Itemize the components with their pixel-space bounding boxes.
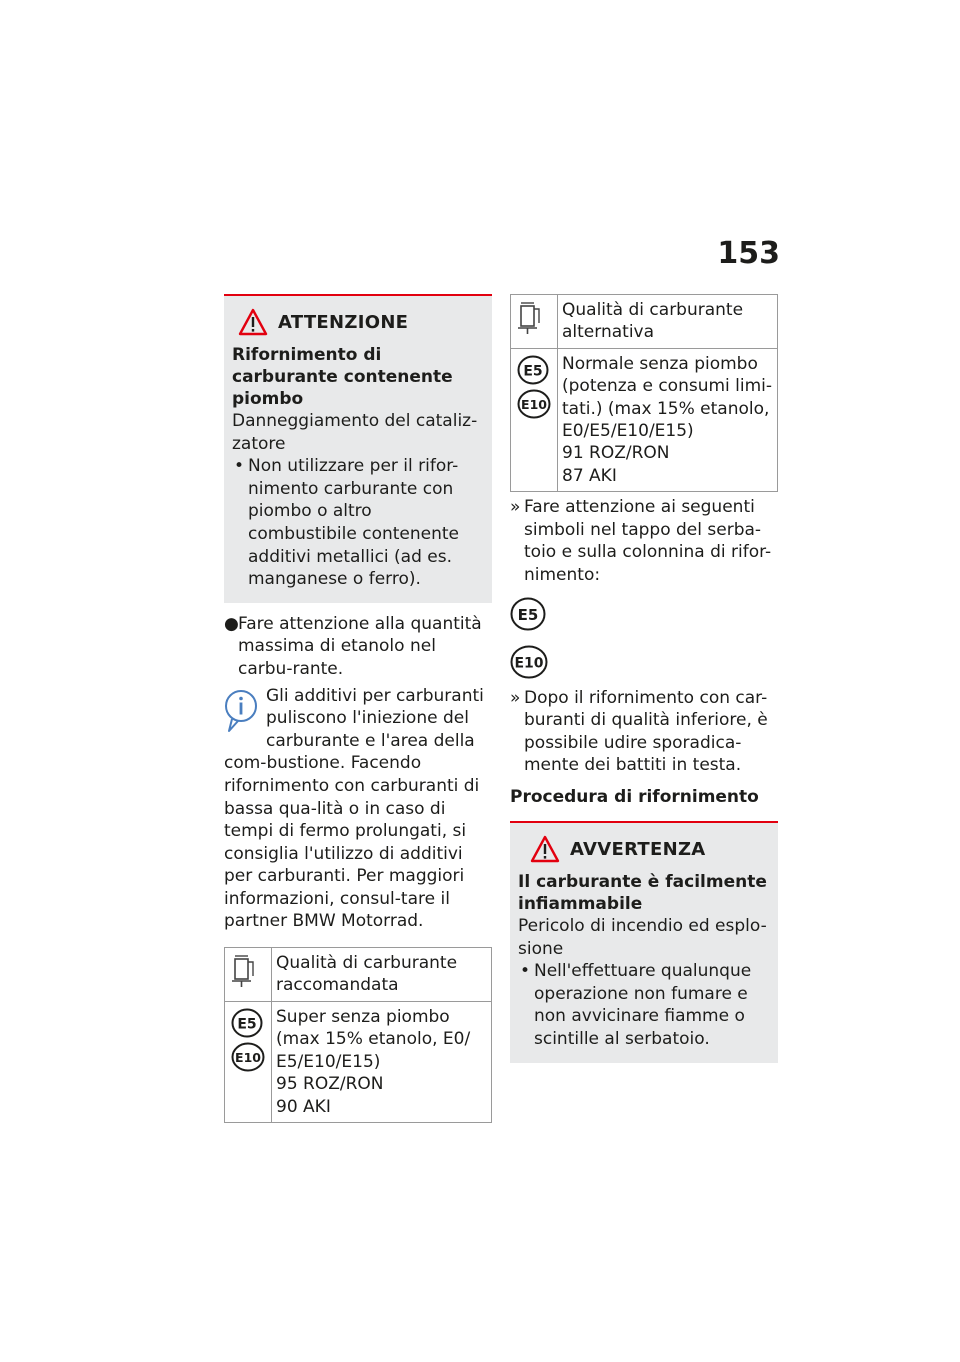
info-note — [224, 685, 492, 934]
table-fuel-text — [558, 348, 778, 491]
e5-badge-icon — [510, 597, 546, 631]
bullet-dot-icon: ● — [224, 613, 239, 634]
page-number: 153 — [717, 236, 780, 271]
step-text: Dopo il rifornimento con car-buranti di qualità inferiore, è possibile udire sporadica-mente dei battiti in testa. — [524, 687, 768, 776]
table-badge-cell — [225, 1001, 272, 1122]
fuel-line-1: Super senza piombo — [276, 1006, 450, 1027]
e10-badge-label: E10 — [235, 1049, 261, 1065]
e5-badge-icon — [231, 1008, 263, 1038]
fuel-line-3: E5/E10/E15) — [276, 1051, 381, 1072]
symbol-badges — [510, 597, 778, 679]
info-icon — [224, 689, 258, 733]
e10-badge-label: E10 — [514, 655, 544, 672]
e10-badge-icon — [510, 645, 548, 679]
table-row-header — [511, 295, 778, 349]
warning-consequence: Pericolo di incendio ed esplo-sione — [518, 916, 767, 959]
table-fuel-text — [272, 1001, 492, 1122]
e10-badge-icon — [231, 1042, 265, 1072]
fuel-table-recommended — [224, 947, 492, 1123]
info-text: Gli additivi per carburanti puliscono l'iniezione del carburante e l'area della com-bustione. Facendo rifornimento con carburanti di bassa qua-lità o in caso di tempi di fermo prolungati, si consiglia l'utilizzo di additivi per carburanti. Per maggiori informazioni, consul-tare il partner BMW Motorrad. — [224, 685, 484, 932]
fuel-line-1: Normale senza piombo — [562, 353, 758, 374]
step-marker: » — [510, 687, 521, 708]
step-text: Fare attenzione ai seguenti simboli nel tappo del serba-toio e sulla colonnina di rifor-nimento: — [524, 497, 772, 586]
table-row-fuel — [511, 348, 778, 491]
warning-box-avvertenza — [510, 821, 778, 1063]
warning-heading: Rifornimento di carburante contenente piombo — [232, 345, 453, 409]
step-item — [510, 687, 778, 777]
right-column — [510, 294, 778, 1063]
warning-bullet: • Non utilizzare per il rifor-nimento carburante con piombo o altro combustibile contenente additivi metallici (ad es. manganese o ferro). — [232, 455, 484, 591]
e5-badge-icon — [517, 355, 549, 385]
warning-title: ATTENZIONE — [278, 311, 409, 333]
table-row-fuel — [225, 1001, 492, 1122]
warning-bullet: • Nell'effettuare qualunque operazione non fumare e non avvicinare fiamme o scintille al serbatoio. — [518, 960, 770, 1050]
e5-badge-label: E5 — [517, 605, 539, 624]
fuel-line-4: 95 ROZ/RON — [276, 1074, 384, 1095]
note-bullet-text: Fare attenzione alla quantità massima di etanolo nel carbu-rante. — [238, 613, 482, 679]
warning-triangle-icon — [530, 835, 560, 863]
step-marker: » — [510, 497, 521, 518]
fuel-line-2: (potenza e consumi limi-tati.) (max 15% etanolo, — [562, 376, 773, 419]
e5-badge-label: E5 — [523, 363, 543, 380]
table-header-text: Qualità di carburante alternativa — [558, 295, 778, 349]
warning-triangle-icon — [238, 308, 268, 336]
fuel-pump-icon — [517, 301, 543, 335]
warning-consequence: Danneggiamento del cataliz-zatore — [232, 411, 478, 454]
fuel-pump-icon — [231, 954, 257, 988]
table-icon-cell — [225, 948, 272, 1002]
table-badge-cell — [511, 348, 558, 491]
table-header-text: Qualità di carburante raccomandata — [272, 948, 492, 1002]
warning-heading: Il carburante è facilmente infiammabile — [518, 872, 767, 914]
left-column — [224, 294, 492, 1123]
fuel-line-3: E0/E5/E10/E15) — [562, 421, 694, 442]
warning-header — [238, 308, 484, 336]
fuel-line-2: (max 15% etanolo, E0/ — [276, 1029, 471, 1050]
e10-badge-label: E10 — [521, 396, 547, 412]
table-row-header — [225, 948, 492, 1002]
fuel-line-5: 90 AKI — [276, 1096, 331, 1117]
fuel-table-alternative — [510, 294, 778, 492]
fuel-line-4: 91 ROZ/RON — [562, 443, 670, 464]
e10-badge-icon — [517, 389, 551, 419]
e5-badge-label: E5 — [237, 1016, 257, 1033]
table-icon-cell — [511, 295, 558, 349]
warning-box-attenzione — [224, 294, 492, 603]
warning-title: AVVERTENZA — [570, 838, 706, 860]
step-item — [510, 496, 778, 586]
note-bullet-item — [224, 613, 492, 681]
fuel-line-5: 87 AKI — [562, 465, 617, 486]
warning-header — [530, 835, 770, 863]
section-title: Procedura di rifornimento — [510, 787, 759, 807]
